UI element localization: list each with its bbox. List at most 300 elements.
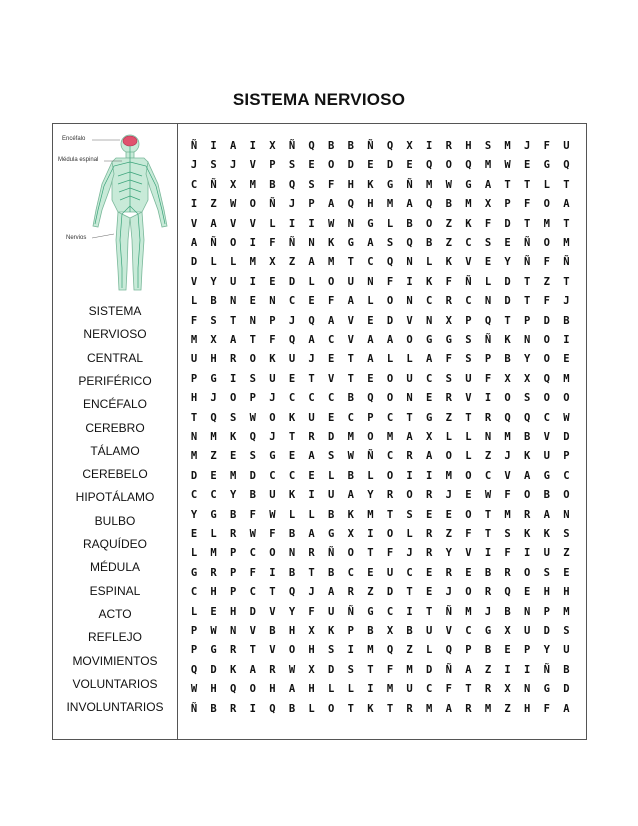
grid-letter: B [288, 566, 296, 579]
grid-letter: S [347, 663, 354, 676]
grid-letter: U [269, 489, 276, 502]
grid-letter: G [543, 683, 550, 696]
grid-letter: N [190, 431, 198, 443]
grid-letter: L [465, 431, 472, 443]
grid-letter: C [386, 605, 394, 618]
grid-letter: C [465, 625, 472, 637]
grid-letter: C [543, 411, 550, 424]
grid-letter: D [504, 295, 511, 308]
grid-letter: T [406, 411, 413, 424]
grid-letter: D [347, 159, 354, 172]
grid-letter: U [288, 353, 296, 366]
grid-letter: M [465, 605, 472, 618]
grid-letter: O [386, 372, 394, 385]
grid-letter: L [445, 431, 452, 443]
grid-letter: E [210, 469, 217, 482]
grid-letter: Ñ [328, 547, 335, 560]
grid-letter: A [230, 140, 237, 152]
grid-letter: M [484, 702, 492, 715]
grid-letter: P [230, 586, 237, 599]
grid-letter: C [249, 547, 256, 560]
grid-letter: F [445, 275, 452, 288]
grid-letter: Q [288, 586, 296, 599]
grid-letter: E [328, 411, 335, 424]
grid-letter: L [426, 644, 433, 657]
grid-letter: W [347, 450, 354, 463]
grid-letter: I [484, 392, 492, 405]
grid-letter: J [288, 314, 296, 327]
grid-letter: F [504, 489, 511, 502]
grid-letter: A [484, 178, 492, 191]
grid-letter: A [308, 256, 315, 269]
grid-letter: H [543, 586, 550, 599]
word-list-item: ACTO [98, 606, 132, 621]
grid-letter: E [426, 566, 433, 579]
grid-letter: L [308, 702, 315, 715]
grid-letter: Ñ [288, 140, 296, 152]
grid-letter: M [328, 256, 335, 269]
grid-letter: S [504, 528, 511, 540]
grid-letter: G [210, 372, 217, 385]
grid-letter: T [249, 644, 256, 657]
grid-letter: S [328, 450, 335, 463]
grid-letter: S [386, 237, 394, 249]
grid-letter: Ñ [269, 198, 276, 211]
grid-letter: I [249, 140, 256, 152]
grid-letter: U [563, 644, 570, 657]
grid-letter: O [288, 644, 296, 657]
grid-letter: H [367, 198, 374, 211]
grid-letter: O [386, 469, 394, 482]
word-list-item: RAQUÍDEO [82, 537, 147, 551]
grid-letter: S [230, 411, 237, 424]
grid-letter: X [308, 625, 315, 637]
grid-letter: L [367, 295, 374, 308]
grid-letter: I [406, 605, 413, 618]
grid-letter: Z [445, 217, 452, 230]
grid-letter: H [190, 392, 198, 405]
grid-letter: T [367, 547, 374, 560]
grid-letter: M [504, 431, 511, 443]
grid-letter: V [269, 605, 276, 618]
grid-letter: L [269, 217, 276, 230]
grid-letter: Ñ [210, 237, 217, 249]
page-title: SISTEMA NERVIOSO [232, 90, 406, 109]
grid-letter: R [445, 295, 452, 308]
grid-letter: G [367, 605, 374, 618]
word-list-item: SISTEMA [88, 304, 142, 318]
grid-letter: V [230, 217, 237, 230]
grid-letter: A [308, 334, 315, 346]
grid-letter: K [347, 508, 354, 521]
grid-letter: C [386, 411, 394, 424]
column-divider [177, 123, 178, 740]
grid-letter: Ñ [524, 256, 531, 269]
grid-letter: M [210, 547, 217, 560]
grid-letter: W [190, 683, 198, 696]
grid-letter: B [406, 217, 413, 230]
grid-letter: Y [524, 353, 531, 366]
grid-letter: D [543, 625, 550, 637]
grid-letter: F [269, 528, 276, 540]
grid-letter: R [465, 702, 472, 715]
grid-letter: C [426, 295, 433, 308]
grid-letter: T [288, 431, 296, 443]
grid-letter: S [328, 644, 335, 657]
grid-letter: C [563, 469, 570, 482]
grid-letter: O [543, 353, 550, 366]
grid-letter: G [269, 450, 276, 463]
grid-letter: O [465, 508, 472, 521]
grid-letter: V [347, 334, 354, 346]
grid-letter: E [190, 528, 198, 540]
grid-letter: R [210, 566, 217, 579]
grid-letter: A [367, 237, 374, 249]
grid-letter: T [386, 702, 394, 715]
grid-letter: T [347, 372, 354, 385]
grid-letter: Y [190, 508, 198, 521]
grid-letter: M [367, 508, 374, 521]
grid-letter: R [230, 644, 237, 657]
grid-letter: M [249, 178, 256, 191]
grid-letter: E [230, 450, 237, 463]
grid-letter: S [288, 159, 296, 172]
grid-letter: B [210, 295, 217, 308]
grid-letter: Ñ [190, 140, 198, 152]
nervous-system-illustration [56, 128, 174, 298]
grid-letter: A [386, 334, 394, 346]
grid-letter: T [484, 508, 492, 521]
grid-letter: E [367, 159, 374, 172]
grid-letter: I [210, 140, 217, 152]
grid-letter: P [524, 644, 531, 657]
grid-letter: I [406, 469, 413, 482]
grid-letter: R [230, 353, 237, 366]
grid-letter: F [269, 237, 276, 249]
grid-letter: I [426, 469, 433, 482]
grid-letter: H [524, 702, 531, 715]
grid-letter: R [269, 663, 276, 676]
grid-letter: Q [543, 372, 550, 385]
grid-letter: U [386, 566, 394, 579]
grid-letter: S [210, 314, 217, 327]
grid-letter: O [543, 237, 550, 249]
grid-letter: K [367, 178, 374, 191]
grid-letter: W [249, 411, 256, 424]
grid-letter: E [269, 275, 276, 288]
grid-letter: X [504, 372, 511, 385]
grid-letter: W [269, 508, 276, 521]
label-medula-espinal: Médula espinal [58, 157, 99, 163]
grid-letter: T [406, 586, 413, 599]
grid-letter: P [347, 625, 354, 637]
grid-letter: Y [210, 275, 217, 288]
grid-letter: F [484, 372, 492, 385]
grid-letter: L [190, 605, 198, 618]
grid-letter: M [249, 256, 256, 269]
word-list-item: CEREBRO [85, 420, 145, 435]
grid-letter: B [347, 140, 354, 152]
grid-letter: O [445, 159, 452, 172]
grid-letter: E [367, 372, 374, 385]
grid-letter: O [504, 392, 511, 405]
grid-letter: B [249, 489, 256, 502]
grid-letter: Q [445, 644, 452, 657]
grid-letter: Z [484, 663, 492, 676]
grid-letter: F [386, 275, 394, 288]
grid-letter: C [328, 334, 335, 346]
grid-letter: Ñ [563, 256, 570, 269]
grid-letter: O [406, 489, 413, 502]
grid-letter: N [367, 275, 374, 288]
grid-letter: I [406, 275, 413, 288]
grid-letter: Q [386, 644, 394, 657]
grid-letter: K [504, 334, 511, 346]
grid-letter: P [190, 644, 198, 657]
grid-letter: Ñ [445, 663, 452, 676]
grid-letter: W [563, 411, 570, 424]
word-list-item: ESPINAL [89, 583, 141, 598]
grid-letter: X [269, 256, 276, 269]
grid-letter: S [249, 372, 256, 385]
grid-letter: F [445, 683, 452, 696]
grid-letter: E [563, 353, 570, 366]
grid-letter: X [210, 334, 217, 346]
grid-letter: B [524, 431, 531, 443]
grid-letter: N [230, 295, 237, 308]
grid-letter: T [308, 372, 315, 385]
grid-letter: G [386, 178, 394, 191]
grid-letter: I [249, 275, 256, 288]
grid-letter: D [504, 217, 511, 230]
grid-letter: B [288, 702, 296, 715]
grid-letter: Y [367, 489, 374, 502]
grid-letter: A [288, 683, 296, 696]
grid-letter: L [308, 275, 315, 288]
grid-letter: F [465, 528, 472, 540]
grid-letter: R [426, 528, 433, 540]
grid-letter: I [524, 547, 531, 560]
grid-letter: E [308, 295, 315, 308]
grid-letter: R [445, 140, 452, 152]
grid-letter: L [386, 353, 394, 366]
grid-letter: O [563, 392, 570, 405]
grid-letter: B [347, 392, 354, 405]
grid-letter: Ñ [367, 450, 374, 463]
grid-letter: O [386, 392, 394, 405]
grid-letter: A [190, 237, 198, 249]
grid-letter: T [524, 178, 531, 191]
word-list-item: ENCÉFALO [82, 397, 148, 412]
grid-letter: E [367, 566, 374, 579]
grid-letter: U [406, 372, 413, 385]
grid-letter: G [465, 178, 472, 191]
grid-letter: M [347, 431, 354, 443]
word-list-item: MOVIMIENTOS [72, 653, 158, 668]
grid-letter: F [269, 334, 276, 346]
grid-letter: O [386, 295, 394, 308]
grid-letter: Q [386, 140, 394, 152]
grid-letter: Q [504, 411, 511, 424]
grid-letter: G [426, 411, 433, 424]
grid-letter: R [386, 489, 394, 502]
grid-letter: O [386, 528, 394, 540]
grid-letter: T [563, 217, 570, 230]
grid-letter: O [563, 489, 570, 502]
grid-letter: A [328, 198, 335, 211]
grid-letter: O [269, 411, 276, 424]
grid-letter: Q [288, 178, 296, 191]
grid-letter: U [406, 683, 413, 696]
grid-letter: U [543, 547, 550, 560]
grid-letter: V [190, 275, 198, 288]
grid-letter: J [210, 392, 217, 405]
grid-letter: F [543, 256, 550, 269]
grid-letter: A [230, 334, 237, 346]
grid-letter: I [288, 217, 296, 230]
grid-letter: E [445, 508, 452, 521]
grid-letter: R [504, 566, 511, 579]
grid-letter: Z [445, 411, 452, 424]
grid-letter: S [484, 237, 492, 249]
grid-letter: F [328, 178, 335, 191]
grid-letter: F [386, 547, 394, 560]
grid-letter: P [543, 605, 550, 618]
grid-letter: G [367, 217, 374, 230]
grid-letter: A [308, 450, 315, 463]
grid-letter: J [308, 353, 315, 366]
grid-letter: D [386, 314, 394, 327]
grid-letter: Z [210, 450, 217, 463]
grid-letter: V [465, 256, 472, 269]
grid-letter: K [465, 217, 472, 230]
grid-letter: S [465, 353, 472, 366]
grid-letter: T [465, 411, 472, 424]
word-list-item: CEREBELO [82, 467, 148, 482]
grid-letter: E [406, 159, 413, 172]
grid-letter: E [249, 295, 256, 308]
grid-letter: X [347, 528, 354, 540]
grid-letter: O [543, 334, 550, 346]
grid-letter: O [249, 198, 256, 211]
grid-letter: P [230, 566, 237, 579]
grid-letter: Y [288, 605, 296, 618]
grid-letter: N [406, 295, 413, 308]
grid-letter: P [190, 625, 198, 637]
grid-letter: N [406, 392, 413, 405]
grid-letter: X [308, 663, 315, 676]
grid-letter: J [524, 140, 531, 152]
grid-letter: R [406, 702, 413, 715]
grid-letter: A [563, 198, 570, 211]
grid-letter: R [484, 683, 492, 696]
grid-letter: H [269, 683, 276, 696]
grid-letter: E [465, 489, 472, 502]
grid-letter: K [230, 663, 237, 676]
grid-letter: T [386, 508, 394, 521]
grid-letter: M [190, 334, 198, 346]
human-body-figure [56, 128, 174, 298]
grid-letter: Q [524, 411, 531, 424]
grid-letter: Z [288, 256, 296, 269]
grid-letter: P [465, 644, 472, 657]
grid-letter: O [269, 547, 276, 560]
grid-letter: A [563, 702, 570, 715]
grid-letter: J [288, 198, 296, 211]
grid-letter: H [210, 683, 217, 696]
grid-letter: P [230, 547, 237, 560]
grid-letter: D [210, 663, 217, 676]
grid-letter: Q [230, 683, 237, 696]
grid-letter: R [406, 450, 413, 463]
grid-letter: T [563, 275, 570, 288]
grid-letter: F [543, 295, 550, 308]
grid-letter: L [347, 683, 354, 696]
grid-letter: A [328, 314, 335, 327]
grid-letter: D [386, 586, 394, 599]
grid-letter: I [484, 547, 492, 560]
grid-letter: C [269, 469, 276, 482]
grid-letter: B [543, 489, 550, 502]
grid-letter: N [308, 237, 315, 249]
grid-letter: A [249, 663, 256, 676]
grid-letter: P [269, 159, 276, 172]
grid-letter: V [249, 217, 256, 230]
grid-letter: Z [504, 702, 511, 715]
grid-letter: R [445, 392, 452, 405]
grid-letter: Q [504, 586, 511, 599]
grid-letter: O [465, 469, 472, 482]
grid-letter: I [230, 372, 237, 385]
grid-letter: D [504, 275, 511, 288]
grid-letter: O [249, 353, 256, 366]
grid-letter: Q [465, 159, 472, 172]
grid-letter: P [269, 314, 276, 327]
grid-letter: E [426, 392, 433, 405]
grid-letter: H [230, 605, 237, 618]
grid-letter: I [269, 566, 276, 579]
word-list-item: TÁLAMO [90, 443, 140, 458]
grid-letter: B [445, 198, 452, 211]
grid-letter: Ñ [465, 275, 472, 288]
grid-letter: Y [543, 644, 550, 657]
grid-letter: W [484, 489, 492, 502]
grid-letter: E [288, 372, 296, 385]
grid-letter: F [504, 547, 511, 560]
grid-letter: C [426, 683, 433, 696]
grid-letter: F [445, 353, 452, 366]
grid-letter: T [524, 217, 531, 230]
grid-letter: B [269, 625, 276, 637]
grid-letter: H [563, 586, 570, 599]
grid-letter: S [563, 625, 570, 637]
grid-letter: Z [484, 450, 492, 463]
grid-letter: G [426, 334, 433, 346]
grid-letter: K [524, 450, 531, 463]
grid-letter: F [543, 702, 550, 715]
grid-letter: A [406, 198, 413, 211]
grid-letter: B [328, 508, 335, 521]
grid-letter: I [367, 683, 374, 696]
grid-letter: C [367, 256, 374, 269]
grid-letter: A [210, 217, 217, 230]
grid-letter: J [563, 295, 570, 308]
grid-letter: L [328, 469, 335, 482]
grid-letter: E [484, 256, 492, 269]
grid-letter: W [288, 663, 296, 676]
grid-letter: N [524, 334, 531, 346]
grid-letter: B [504, 353, 511, 366]
